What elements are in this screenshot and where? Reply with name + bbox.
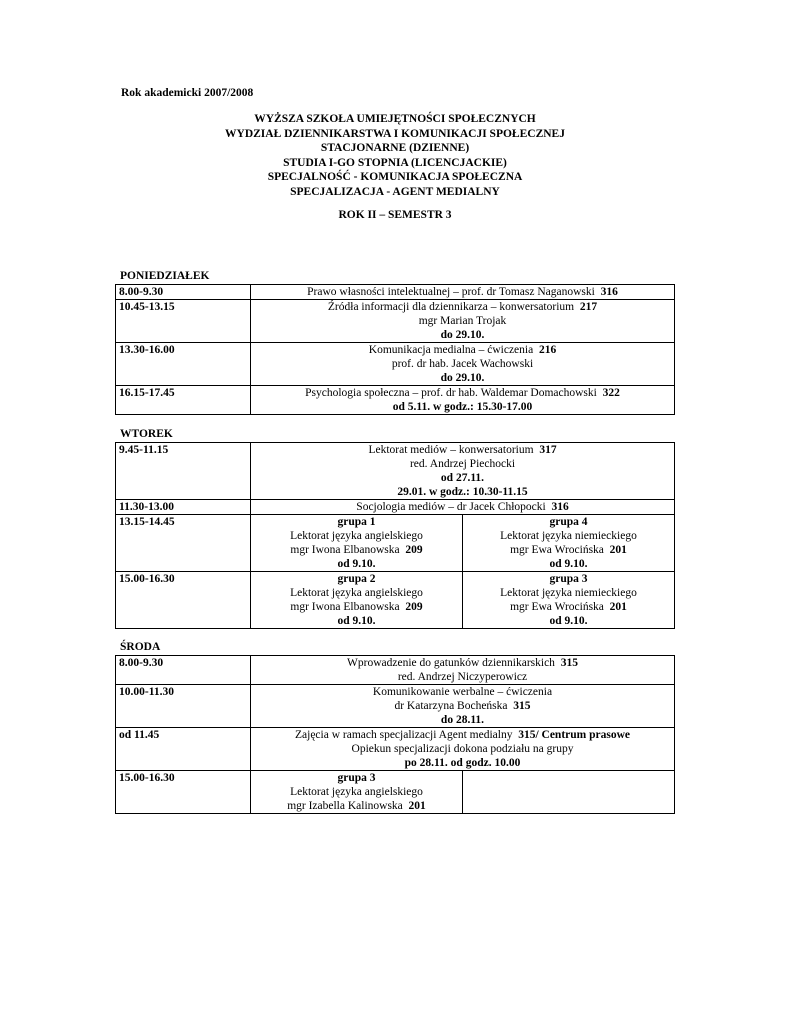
table-row	[116, 443, 675, 500]
group-label: grupa 2	[337, 573, 376, 585]
room-number: 201	[609, 544, 627, 556]
room-number: 217	[579, 301, 598, 313]
study-mode: STACJONARNE (DZIENNE)	[320, 142, 470, 154]
time-cell: 8.00-9.30	[116, 285, 251, 300]
table-row	[116, 285, 675, 300]
time-cell: 15.00-16.30	[116, 771, 251, 814]
class-title: Lektorat języka niemieckiego	[500, 530, 637, 542]
group-cell	[463, 515, 675, 572]
class-cell	[251, 443, 675, 500]
teacher-name: prof. dr hab. Jacek Wachowski	[391, 358, 534, 370]
teacher-name: dr Katarzyna Bocheńska	[394, 700, 508, 712]
group-cell	[251, 572, 463, 629]
schedule-table-wednesday	[115, 655, 675, 814]
day-title-wednesday: ŚRODA	[120, 641, 161, 653]
teacher-name: red. Andrzej Niczyperowicz	[397, 671, 528, 683]
date-note: od 9.10.	[337, 558, 376, 570]
time-cell: 10.45-13.15	[116, 300, 251, 343]
class-title: Wprowadzenie do gatunków dziennikarskich	[347, 657, 555, 669]
teacher-name: mgr Iwona Elbanowska	[290, 601, 400, 613]
table-row	[116, 300, 675, 343]
class-cell	[251, 728, 675, 771]
schedule-table-tuesday	[115, 442, 675, 629]
table-row	[116, 685, 675, 728]
room-number: 317	[539, 444, 557, 456]
time-cell: 13.30-16.00	[116, 343, 251, 386]
specialization: SPECJALIZACJA - AGENT MEDIALNY	[290, 185, 500, 198]
time-cell: 13.15-14.45	[116, 515, 251, 572]
class-title: Psychologia społeczna – prof. dr hab. Waldemar Domachowski	[305, 387, 597, 399]
table-row	[116, 343, 675, 386]
teacher-name: mgr Iwona Elbanowska	[290, 544, 400, 556]
group-cell	[463, 572, 675, 629]
room-number: 201	[408, 800, 426, 812]
time-cell: 15.00-16.30	[116, 572, 251, 629]
room-number: 316	[551, 501, 569, 513]
class-cell	[251, 285, 675, 300]
teacher-name: mgr Ewa Wrocińska	[510, 544, 604, 556]
schedule-table-monday	[115, 284, 675, 415]
class-cell	[251, 685, 675, 728]
day-title-monday: PONIEDZIAŁEK	[120, 270, 210, 282]
class-title: Lektorat mediów – konwersatorium	[368, 444, 534, 456]
date-note: od 27.11.	[440, 472, 485, 484]
date-note: do 28.11.	[440, 714, 485, 726]
time-cell: 8.00-9.30	[116, 656, 251, 685]
date-note: 29.01. w godz.: 10.30-11.15	[397, 486, 528, 498]
time-cell: 16.15-17.45	[116, 386, 251, 415]
class-cell	[251, 386, 675, 415]
room-number: 315/ Centrum prasowe	[518, 729, 630, 741]
room-number: 316	[600, 286, 618, 298]
date-note: po 28.11. od godz. 10.00	[404, 757, 521, 769]
room-number: 322	[602, 387, 620, 399]
group-label: grupa 3	[337, 772, 376, 784]
date-note: od 5.11. w godz.: 15.30-17.00	[392, 401, 533, 413]
date-note: do 29.10.	[440, 372, 485, 384]
room-number: 216	[538, 344, 557, 356]
table-row	[116, 572, 675, 629]
day-title-tuesday: WTOREK	[120, 428, 173, 440]
group-label: grupa 3	[549, 573, 588, 585]
group-label: grupa 1	[337, 516, 376, 528]
study-level: STUDIA I-GO STOPNIA (LICENCJACKIE)	[283, 156, 507, 169]
class-title: Lektorat języka angielskiego	[290, 587, 423, 599]
class-title: Komunikowanie werbalne – ćwiczenia	[372, 686, 553, 698]
table-row	[116, 386, 675, 415]
table-row	[116, 500, 675, 515]
class-title: Prawo własności intelektualnej – prof. dr Tomasz Naganowski	[307, 286, 595, 298]
speciality: SPECJALNOŚĆ - KOMUNIKACJA SPOŁECZNA	[267, 171, 523, 183]
group-cell	[251, 771, 463, 814]
year-semester: ROK II – SEMESTR 3	[338, 209, 452, 221]
class-cell	[251, 300, 675, 343]
class-title: Zajęcia w ramach specjalizacji Agent medialny	[295, 729, 513, 741]
teacher-name: mgr Marian Trojak	[418, 315, 507, 327]
room-number: 201	[609, 601, 627, 613]
date-note: od 9.10.	[337, 615, 376, 627]
academic-year: Rok akademicki 2007/2008	[121, 87, 254, 99]
document-header	[115, 112, 675, 223]
info-note: Opiekun specjalizacji dokona podziału na grupy	[351, 743, 574, 755]
class-title: Źródła informacji dla dziennikarza – konwersatorium	[327, 301, 575, 313]
table-row	[116, 771, 675, 814]
teacher-name: mgr Ewa Wrocińska	[510, 601, 604, 613]
table-row	[116, 656, 675, 685]
room-number: 209	[405, 544, 423, 556]
school-name: WYŻSZA SZKOŁA UMIEJĘTNOŚCI SPOŁECZNYCH	[254, 113, 536, 125]
room-number: 315	[560, 657, 578, 669]
room-number: 315	[513, 700, 531, 712]
time-cell: 11.30-13.00	[116, 500, 251, 515]
teacher-name: red. Andrzej Piechocki	[409, 458, 516, 470]
group-label: grupa 4	[549, 516, 588, 528]
table-row	[116, 515, 675, 572]
group-cell	[251, 515, 463, 572]
class-title: Lektorat języka angielskiego	[290, 530, 423, 542]
class-title: Lektorat języka niemieckiego	[500, 587, 637, 599]
date-note: od 9.10.	[549, 615, 588, 627]
empty-cell	[463, 771, 675, 814]
date-note: do 29.10.	[440, 329, 485, 341]
time-cell: od 11.45	[116, 728, 251, 771]
class-cell	[251, 343, 675, 386]
room-number: 209	[405, 601, 423, 613]
teacher-name: mgr Izabella Kalinowska	[287, 800, 403, 812]
class-title: Socjologia mediów – dr Jacek Chłopocki	[356, 501, 546, 513]
class-cell	[251, 656, 675, 685]
time-cell: 10.00-11.30	[116, 685, 251, 728]
faculty-name: WYDZIAŁ DZIENNIKARSTWA I KOMUNIKACJI SPOŁECZNEJ	[225, 127, 565, 140]
class-title: Lektorat języka angielskiego	[290, 786, 423, 798]
class-title: Komunikacja medialna – ćwiczenia	[368, 344, 534, 356]
class-cell	[251, 500, 675, 515]
table-row	[116, 728, 675, 771]
date-note: od 9.10.	[549, 558, 588, 570]
time-cell: 9.45-11.15	[116, 443, 251, 500]
